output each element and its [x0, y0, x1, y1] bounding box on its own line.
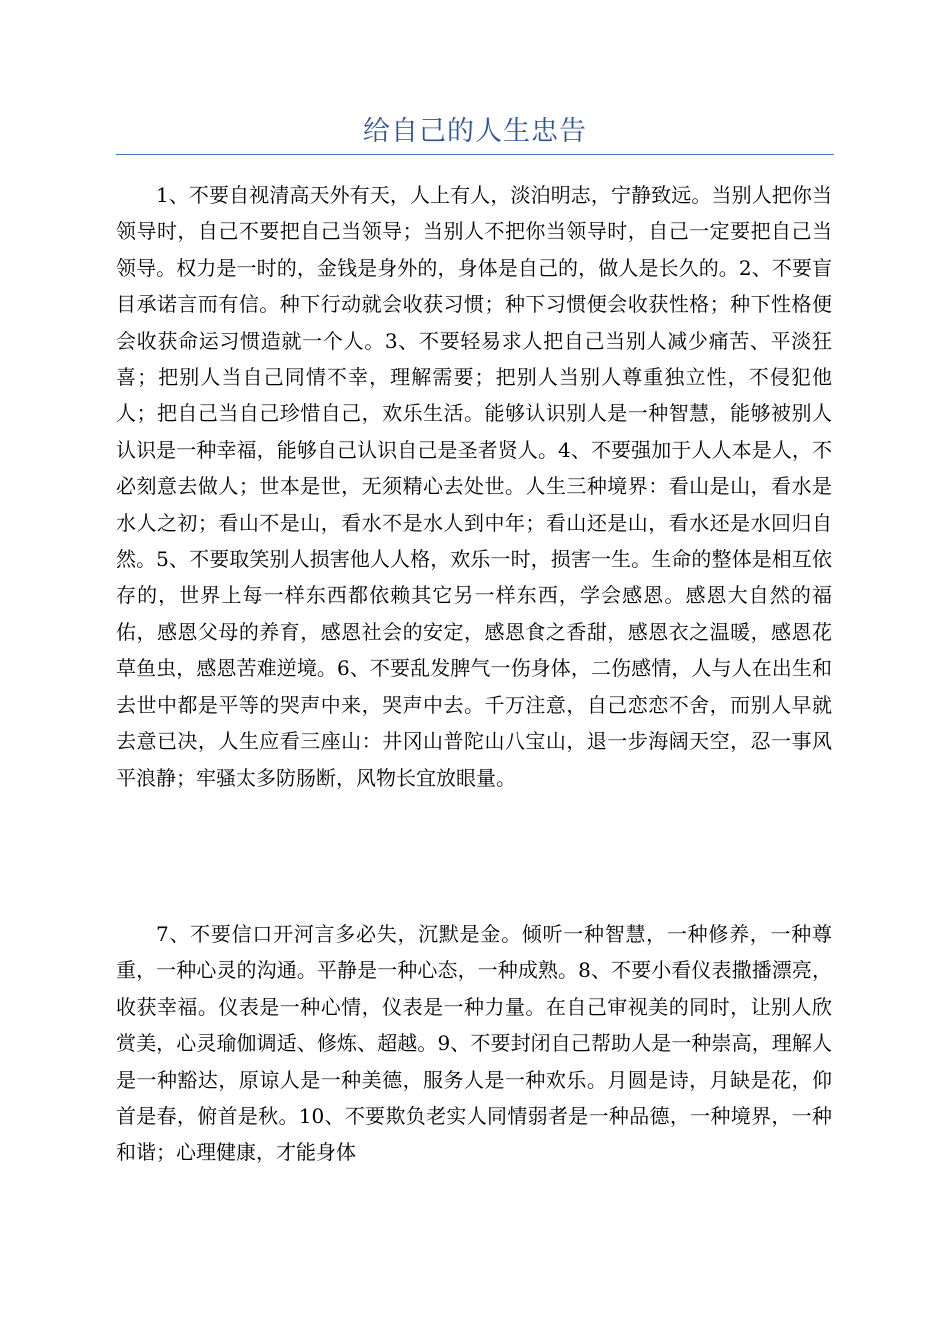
title-underline	[116, 154, 834, 155]
paragraph-1: 1、不要自视清高天外有天，人上有人，淡泊明志，宁静致远。当别人把你当领导时，自己不要把自己当领导；当别人不把你当领导时，自己一定要把自己当领导。权力是一时的，金钱是身外的，身体是自己的，做人是长久的。2、不要盲目承诺言而有信。种下行动就会收获习惯；种下习惯便会收获性格；种下性格便会收获命运习惯造就一个人。3、不要轻易求人把自己当别人减少痛苦、平淡狂喜；把别人当自己同情不幸，理解需要；把别人当别人尊重独立性，不侵犯他人；把自己当自己珍惜自己，欢乐生活。能够认识别人是一种智慧，能够被别人认识是一种幸福，能够自己认识自己是圣者贤人。4、不要强加于人人本是人，不必刻意去做人；世本是世，无须精心去处世。人生三种境界：看山是山，看水是水人之初；看山不是山，看水不是水人到中年；看山还是山，看水还是水回归自然。5、不要取笑别人损害他人人格，欢乐一时，损害一生。生命的整体是相互依存的，世界上每一样东西都依赖其它另一样东西，学会感恩。感恩大自然的福佑，感恩父母的养育，感恩社会的安定，感恩食之香甜，感恩衣之温暖，感恩花草鱼虫，感恩苦难逆境。6、不要乱发脾气一伤身体，二伤感情，人与人在出生和去世中都是平等的哭声中来，哭声中去。千万注意，自己恋恋不舍，而别人早就去意已决，人生应看三座山：井冈山普陀山八宝山，退一步海阔天空，忍一事风平浪静；牢骚太多防肠断，风物长宜放眼量。	[116, 183, 832, 790]
paragraph-2: 7、不要信口开河言多必失，沉默是金。倾听一种智慧，一种修养，一种尊重，一种心灵的沟通。平静是一种心态，一种成熟。8、不要小看仪表撒播漂亮，收获幸福。仪表是一种心情，仪表是一种力量。在自己审视美的同时，让别人欣赏美，心灵瑜伽调适、修炼、超越。9、不要封闭自己帮助人是一种崇高，理解人是一种豁达，原谅人是一种美德，服务人是一种欢乐。月圆是诗，月缺是花，仰首是春，俯首是秋。10、不要欺负老实人同情弱者是一种品德，一种境界，一种和谐；心理健康，才能身体	[116, 922, 832, 1165]
document-title: 给自己的人生忠告	[363, 116, 587, 147]
